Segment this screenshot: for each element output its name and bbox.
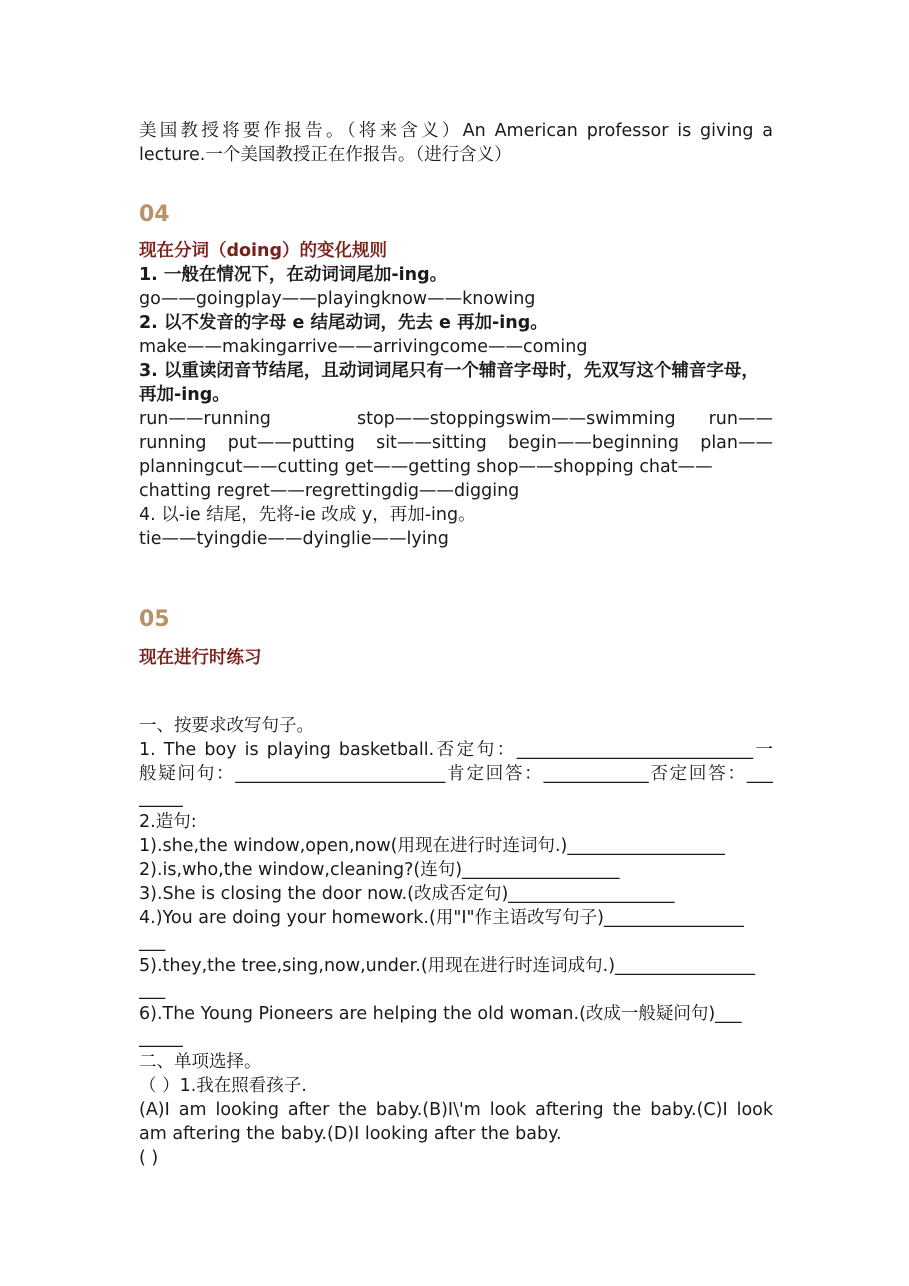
question-1-line-1: 1. The boy is playing basketball.否定句：___________________________一 bbox=[139, 740, 773, 760]
rule-2: 2. 以不发音的字母 e 结尾动词，先去 e 再加-ing。 bbox=[139, 313, 548, 333]
example-1: go——goingplay——playingknow——knowing bbox=[139, 289, 536, 309]
choice-1-stem: （ ）1.我在照看孩子. bbox=[139, 1076, 307, 1096]
example-3-line-1 bbox=[139, 407, 773, 431]
section-number-05: 05 bbox=[139, 607, 170, 632]
section-04-body bbox=[139, 263, 773, 551]
rule-3-line-1: 3. 以重读闭音节结尾，且动词词尾只有一个辅音字母时，先双写这个辅音字母， bbox=[139, 361, 759, 381]
question-2-item-3: 3).She is closing the door now.(改成否定句)___________________ bbox=[139, 884, 675, 904]
intro-paragraph bbox=[139, 119, 773, 167]
question-2-title: 2.造句: bbox=[139, 812, 197, 832]
example-4: tie——tyingdie——dyinglie——lying bbox=[139, 529, 449, 549]
intro-line-1: 美国教授将要作报告。（将来含义）An American professor is giving a bbox=[139, 121, 773, 141]
choice-1-options-line-2: am aftering the baby.(D)I looking after the baby. bbox=[139, 1124, 562, 1144]
example-3-line-3: planningcut——cutting get——getting shop——shopping chat—— bbox=[139, 457, 713, 477]
example-3-part-b: stop——stoppingswim——swimming bbox=[357, 409, 676, 429]
example-3-part-c: run—— bbox=[708, 409, 773, 429]
part-2-title: 二、单项选择。 bbox=[139, 1052, 262, 1072]
question-2-item-2: 2).is,who,the window,cleaning?(连句)__________________ bbox=[139, 860, 620, 880]
question-2-item-4-line-1: 4.)You are doing your homework.(用"I"作主语改写句子)________________ bbox=[139, 908, 744, 928]
intro-line-2: lecture.一个美国教授正在作报告。（进行含义） bbox=[139, 145, 512, 165]
example-2: make——makingarrive——arrivingcome——coming bbox=[139, 337, 588, 357]
rule-1: 1. 一般在情况下，在动词词尾加-ing。 bbox=[139, 265, 448, 285]
choice-1-options-line-1: (A)I am looking after the baby.(B)I\'m look aftering the baby.(C)I look bbox=[139, 1100, 773, 1120]
part-1-title: 一、按要求改写句子。 bbox=[139, 716, 314, 736]
question-1-line-2: 般疑问句：________________________肯定回答：____________否定回答：___ bbox=[139, 764, 773, 784]
example-3-part-a: run——running bbox=[139, 409, 271, 429]
example-3-line-2: running put——putting sit——sitting begin——beginning plan—— bbox=[139, 433, 773, 453]
section-05-body bbox=[139, 714, 773, 1170]
section-heading-05: 现在进行时练习 bbox=[139, 648, 262, 668]
example-3-line-4: chatting regret——regrettingdig——digging bbox=[139, 481, 520, 501]
question-2-item-4-line-2: ___ bbox=[139, 932, 166, 952]
question-2-item-5-line-1: 5).they,the tree,sing,now,under.(用现在进行时连词成句.)________________ bbox=[139, 956, 756, 976]
question-2-item-1: 1).she,the window,open,now(用现在进行时连词句.)__________________ bbox=[139, 836, 725, 856]
question-2-item-6-line-2: _____ bbox=[139, 1028, 183, 1048]
section-heading-04: 现在分词（doing）的变化规则 bbox=[139, 241, 388, 261]
question-2-item-5-line-2: ___ bbox=[139, 980, 166, 1000]
rule-3-line-2: 再加-ing。 bbox=[139, 385, 230, 405]
choice-2-stem: ( ) bbox=[139, 1148, 159, 1168]
section-number-04: 04 bbox=[139, 202, 170, 227]
question-2-item-6-line-1: 6).The Young Pioneers are helping the old woman.(改成一般疑问句)___ bbox=[139, 1004, 742, 1024]
rule-4: 4. 以-ie 结尾，先将-ie 改成 y，再加-ing。 bbox=[139, 505, 476, 525]
question-1-line-3: _____ bbox=[139, 788, 183, 808]
